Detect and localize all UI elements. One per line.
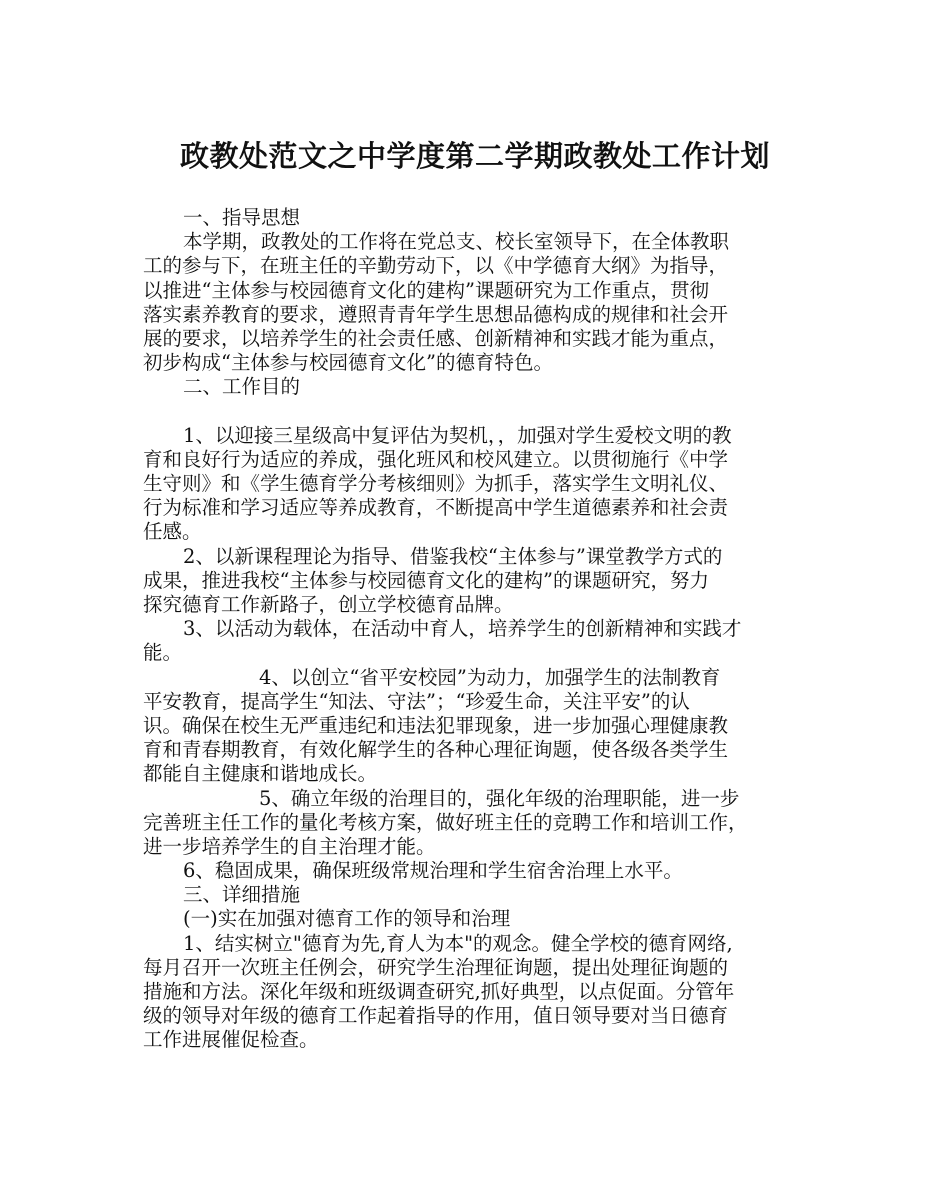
paragraph-line: 平安教育，提高学生“知法、守法”；“珍爱生命，关注平安”的认 xyxy=(143,689,690,713)
paragraph-line: 1、以迎接三星级高中复评估为契机，，加强对学生爱校文明的教 xyxy=(183,423,732,447)
paragraph-line: 任感。 xyxy=(143,520,202,544)
paragraph-line: 工作进展催促检查。 xyxy=(143,1028,319,1052)
paragraph-line: 成果，推进我校“主体参与校园德育文化的建构”的课题研究，努力 xyxy=(143,568,709,592)
paragraph-line: 初步构成“主体参与校园德育文化”的德育特色。 xyxy=(143,351,553,375)
paragraph-line: 生守则》和《学生德育学分考核细则》为抓手，落实学生文明礼仪、 xyxy=(143,472,729,496)
paragraph-line: 识。确保在校生无严重违纪和违法犯罪现象，进一步加强心理健康教 xyxy=(143,713,729,737)
paragraph-line: 展的要求，以培养学生的社会责任感、创新精神和实践才能为重点， xyxy=(143,326,729,350)
paragraph-line: 以推进“主体参与校园德育文化的建构”课题研究为工作重点，贯彻 xyxy=(143,278,709,302)
paragraph-line: 落实素养教育的要求，遵照青青年学生思想品德构成的规律和社会开 xyxy=(143,302,729,326)
paragraph-line: 3、以活动为载体，在活动中育人，培养学生的创新精神和实践才 xyxy=(183,617,742,641)
paragraph-line: 每月召开一次班主任例会，研究学生治理征询题，提出处理征询题的 xyxy=(143,955,729,979)
subsection-heading: (一)实在加强对德育工作的领导和治理 xyxy=(183,907,511,931)
document-body xyxy=(143,206,823,1053)
paragraph-line: 探究德育工作新路子，创立学校德育品牌。 xyxy=(143,593,514,616)
paragraph-line: 措施和方法。深化年级和班级调查研究,抓好典型，以点促面。分管年 xyxy=(143,980,735,1003)
paragraph-line: 育和青春期教育，有效化解学生的各种心理征询题，使各级各类学生 xyxy=(143,738,729,762)
paragraph-line: 4、以创立“省平安校园”为动力，加强学生的法制教育 xyxy=(259,665,721,689)
paragraph-line: 完善班主任工作的量化考核方案，做好班主任的竞聘工作和培训工作， xyxy=(143,810,748,834)
section-heading-work-goals: 二、工作目的 xyxy=(183,375,301,399)
paragraph-line: 本学期，政教处的工作将在党总支、校长室领导下，在全体教职 xyxy=(183,230,730,254)
paragraph-line: 6、稳固成果，确保班级常规治理和学生宿舍治理上水平。 xyxy=(183,859,683,883)
paragraph-line: 5、确立年级的治理目的，强化年级的治理职能，进一步 xyxy=(259,786,740,810)
section-heading-guiding-thought: 一、指导思想 xyxy=(183,206,301,229)
blank-line xyxy=(143,400,823,424)
paragraph-line: 1、结实树立"德育为先,育人为本"的观念。健全学校的德育网络, xyxy=(183,931,733,955)
page-title: 政教处范文之中学度第二学期政教处工作计划 xyxy=(179,139,770,173)
paragraph-line: 进一步培养学生的自主治理才能。 xyxy=(143,834,436,858)
section-heading-measures: 三、详细措施 xyxy=(183,883,301,907)
paragraph-line: 都能自主健康和谐地成长。 xyxy=(143,762,378,786)
paragraph-line: 育和良好行为适应的养成，强化班风和校风建立。以贯彻施行《中学 xyxy=(143,447,729,471)
paragraph-line: 行为标准和学习适应等养成教育，不断提高中学生道德素养和社会责 xyxy=(143,496,729,520)
paragraph-line: 2、以新课程理论为指导、借鉴我校“主体参与”课堂教学方式的 xyxy=(183,544,723,568)
paragraph-line: 能。 xyxy=(143,641,183,665)
paragraph-line: 级的领导对年级的德育工作起着指导的作用，值日领导要对当日德育 xyxy=(143,1004,729,1028)
paragraph-line: 工的参与下，在班主任的辛勤劳动下，以《中学德育大纲》为指导， xyxy=(143,254,729,278)
